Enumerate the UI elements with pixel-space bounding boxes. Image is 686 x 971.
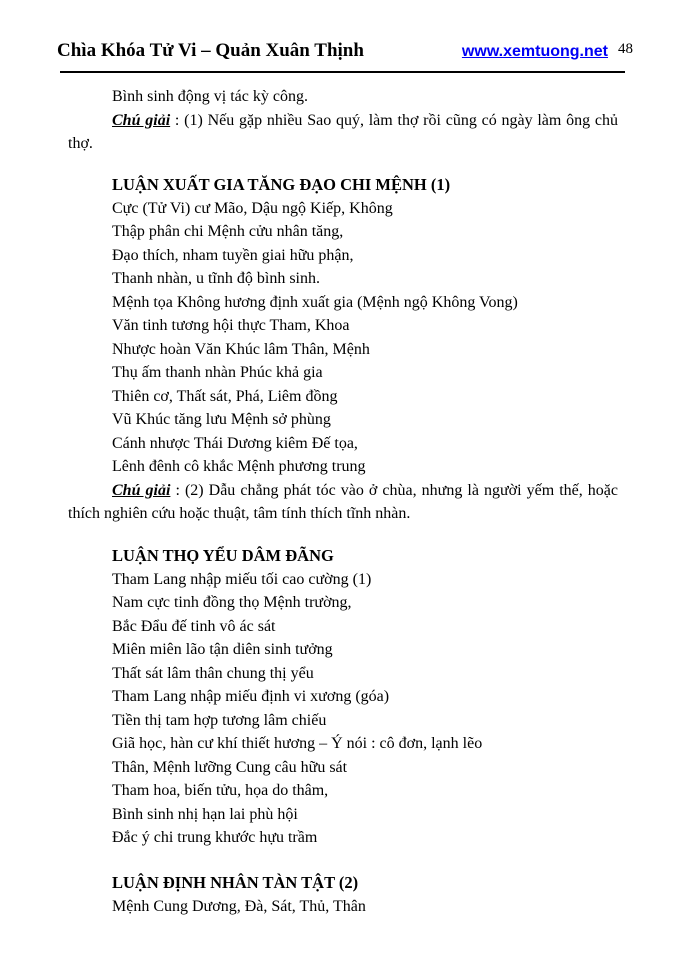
- book-title: Chìa Khóa Tử Vi – Quản Xuân Thịnh: [57, 40, 364, 61]
- poem-line: Văn tinh tương hội thực Tham, Khoa: [112, 317, 350, 334]
- poem-line: Bình sinh nhị hạn lai phù hội: [112, 805, 298, 823]
- poem-line: Mệnh Cung Dương, Đà, Sát, Thủ, Thân: [112, 897, 366, 915]
- poem-line: Thanh nhàn, u tĩnh độ bình sinh.: [112, 270, 320, 287]
- poem-line: Thập phân chi Mệnh cửu nhân tăng,: [112, 223, 344, 240]
- poem-line: Mệnh tọa Không hương định xuất gia (Mệnh ngộ Không Vong): [112, 293, 518, 311]
- poem-line: Nam cực tinh đồng thọ Mệnh trường,: [112, 594, 352, 611]
- note-paragraph: [68, 109, 618, 156]
- header-divider: [60, 71, 625, 73]
- poem-line: Đạo thích, nham tuyền giai hữu phận,: [112, 246, 354, 264]
- poem-line: Tham hoa, biến tửu, họa do thâm,: [112, 782, 329, 799]
- poem-line: Cực (Tử Vi) cư Mão, Dậu ngộ Kiếp, Không: [112, 199, 393, 217]
- page-number: 48: [618, 41, 633, 57]
- poem-line: Thụ ấm thanh nhàn Phúc khả gia: [112, 364, 323, 381]
- poem-line: Vũ Khúc tăng lưu Mệnh sở phùng: [112, 411, 331, 428]
- poem-line: Đắc ý chi trung khước hựu trầm: [112, 829, 318, 846]
- note-paragraph: [68, 479, 618, 526]
- note-label: Chú giải: [112, 111, 171, 129]
- section-heading: LUẬN XUẤT GIA TĂNG ĐẠO CHI MỆNH (1): [112, 174, 451, 194]
- poem-line: Thân, Mệnh lưỡng Cung câu hữu sát: [112, 758, 348, 776]
- poem-line: Tham Lang nhập miếu tối cao cường (1): [112, 570, 372, 588]
- poem-line: Cánh nhược Thái Dương kiêm Đế tọa,: [112, 434, 358, 452]
- poem-line: Giã học, hàn cư khí thiết hương – Ý nói : cô đơn, lạnh lẽo: [112, 735, 483, 752]
- page-header: [57, 40, 633, 62]
- note-label: Chú giải: [112, 481, 171, 499]
- section-heading: LUẬN ĐỊNH NHÂN TÀN TẬT (2): [112, 872, 359, 892]
- page-content: [68, 85, 618, 918]
- header-right: [462, 43, 633, 61]
- poem-line: Nhược hoàn Văn Khúc lâm Thân, Mệnh: [112, 340, 370, 358]
- website-link[interactable]: www.xemtuong.net: [461, 43, 608, 60]
- poem-line: Bắc Đẩu đế tinh vô ác sát: [112, 617, 276, 635]
- poem-line: Lênh đênh cô khắc Mệnh phương trung: [112, 458, 366, 475]
- section-heading: LUẬN THỌ YỂU DÂM ĐÃNG: [112, 545, 334, 565]
- note-text: : (2) Dẫu chẳng phát tóc vào ở chùa, nhưng là người yếm thế, hoặc thích nghiên cứu hoặc thuật, tâm tính thích tĩnh nhàn.: [68, 481, 618, 522]
- poem-line: Bình sinh động vị tác kỳ công.: [112, 88, 308, 105]
- poem-line: Thất sát lâm thân chung thị yểu: [112, 664, 314, 682]
- note-text: : (1) Nếu gặp nhiều Sao quý, làm thợ rồi cũng có ngày làm ông chủ thợ.: [68, 111, 618, 152]
- poem-line: Thiên cơ, Thất sát, Phá, Liêm đồng: [112, 387, 338, 405]
- poem-line: Tiền thị tam hợp tương lâm chiếu: [112, 711, 327, 729]
- poem-line: Miên miên lão tận diên sinh tưởng: [112, 641, 333, 658]
- poem-line: Tham Lang nhập miếu định vi xương (góa): [112, 688, 390, 705]
